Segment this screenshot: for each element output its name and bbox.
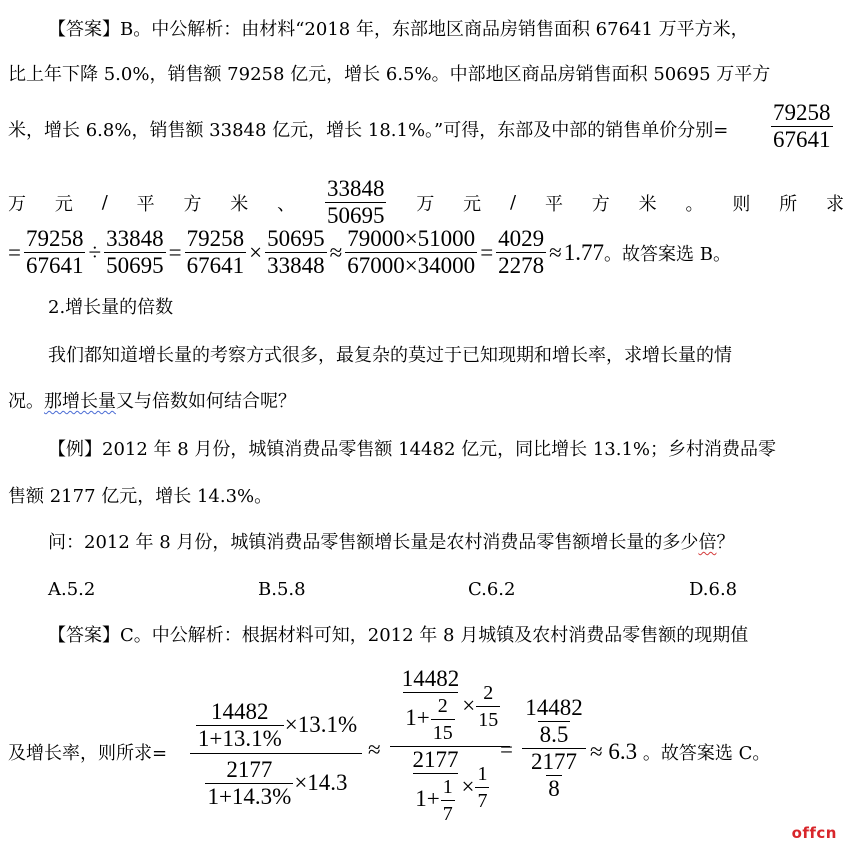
answer2-result: ≈ 6.3 。故答案选 C。 bbox=[590, 739, 771, 764]
equation-line-1: = $\frac{79258}{67641}$ ÷ $\frac{33848}{50695}$ = $\frac{79258}{67641}$ × $\frac{50695}{33848}$ ≈ $\frac{79000\times 51000}{67000\times 34000}$ = $\frac{4029}{2278}$ ≈ 1.77 。故答案选 B。 bbox=[8, 226, 731, 278]
example-line2: 售额 2177 亿元，增长 14.3%。 bbox=[8, 486, 273, 507]
spellcheck-underline-red: 倍 bbox=[698, 532, 717, 553]
complex-fraction-b: 14482 1+ $\frac{2}{15}$ × $\frac{2}{15}$ 2177 1+ $\frac{1}{7}$ × $\frac{1}{7}$ bbox=[390, 666, 510, 827]
offcn-watermark-logo: offcn bbox=[791, 824, 837, 842]
unit-price-fraction-east: $\frac{79258}{67641}$ bbox=[773, 100, 831, 152]
answer1-line1: 【答案】B。中公解析：由材料“2018 年，东部地区商品房销售面积 67641 万平方米， bbox=[48, 19, 749, 40]
equals-sign: = bbox=[500, 737, 513, 762]
complex-fraction-c: 14482 8.5 2177 8 bbox=[522, 695, 586, 802]
unit-line: 万 元 / 平 方 米 、 $\frac{33848}{50695}$ 万 元 / 平 方 米 。 则 所 求 bbox=[8, 176, 844, 228]
spellcheck-underline: 那增长量 bbox=[44, 391, 116, 412]
example-question: 问：2012 年 8 月份，城镇消费品零售额增长量是农村消费品零售额增长量的多少倍？ bbox=[48, 532, 735, 553]
intro-line2: 况。那增长量又与倍数如何结合呢？ bbox=[8, 391, 296, 412]
answer2-line1: 【答案】C。中公解析：根据材料可知，2012 年 8 月城镇及农村消费品零售额的现期值 bbox=[48, 625, 749, 646]
answer2-prefix: 及增长率，则所求= bbox=[8, 743, 168, 764]
example-line1: 【例】2012 年 8 月份，城镇消费品零售额 14482 亿元，同比增长 13.1%；乡村消费品零 bbox=[48, 439, 777, 460]
option-a: A.5.2 bbox=[48, 579, 96, 600]
answer1-line2: 比上年下降 5.0%，销售额 79258 亿元，增长 6.5%。中部地区商品房销售面积 50695 万平方 bbox=[8, 64, 771, 85]
approx-sign-1: ≈ bbox=[368, 737, 381, 762]
unit-price-fraction-central: $\frac{33848}{50695}$ bbox=[326, 176, 385, 228]
complex-fraction-a: $\frac{14482}{1+13.1\%}$ ×13.1% $\frac{2177}{1+14.3\%}$ ×14.3 bbox=[190, 697, 362, 812]
intro-line1: 我们都知道增长量的考察方式很多，最复杂的莫过于已知现期和增长率，求增长量的情 bbox=[48, 345, 732, 366]
option-b: B.5.8 bbox=[258, 579, 306, 600]
section-title: 2.增长量的倍数 bbox=[48, 297, 174, 318]
answer1-line3: 米，增长 6.8%，销售额 33848 亿元，增长 18.1%。”可得，东部及中部的销售单价分别= bbox=[8, 120, 729, 141]
option-c: C.6.2 bbox=[468, 579, 516, 600]
option-d: D.6.8 bbox=[689, 579, 738, 600]
